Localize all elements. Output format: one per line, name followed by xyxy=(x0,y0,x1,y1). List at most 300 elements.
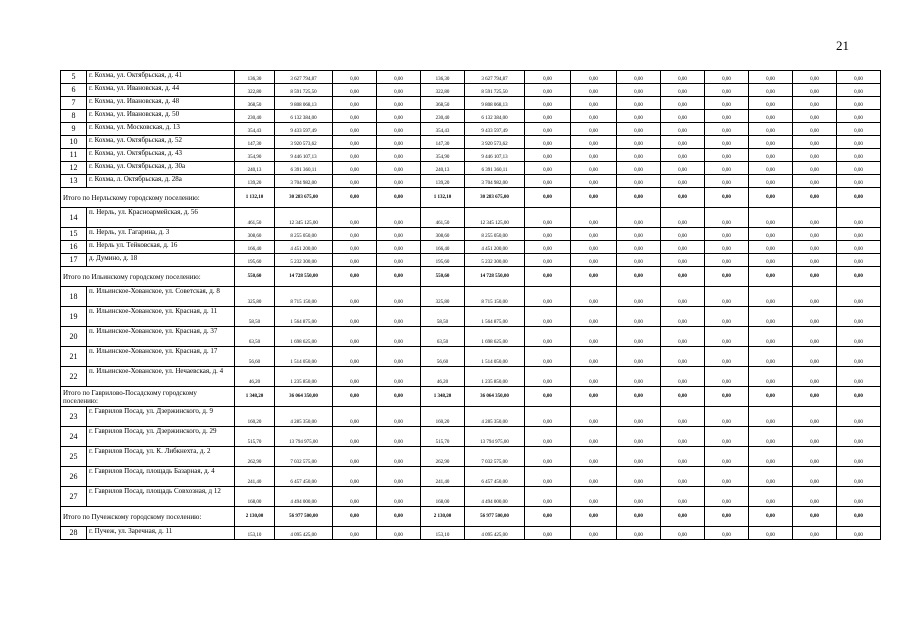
value-cell: 8 715 150,00 xyxy=(465,287,525,307)
value-cell: 0,00 xyxy=(837,407,881,427)
value-cell: 0,00 xyxy=(837,84,881,97)
total-value-cell: 0,00 xyxy=(333,387,377,407)
value-cell: 4 494 000,00 xyxy=(275,487,333,507)
value-cell: 368,50 xyxy=(235,97,275,110)
value-cell: 9 433 597,49 xyxy=(275,123,333,136)
value-cell: 8 255 050,00 xyxy=(465,228,525,241)
total-value-cell: 0,00 xyxy=(837,387,881,407)
value-cell: 0,00 xyxy=(661,407,705,427)
total-value-cell: 0,00 xyxy=(525,188,571,208)
value-cell: 0,00 xyxy=(705,527,749,540)
total-value-cell: 0,00 xyxy=(793,507,837,527)
value-cell: 0,00 xyxy=(377,487,421,507)
value-cell: 0,00 xyxy=(571,447,617,467)
value-cell: 262,90 xyxy=(235,447,275,467)
value-cell: 0,00 xyxy=(571,487,617,507)
value-cell: 325,80 xyxy=(421,287,465,307)
value-cell: 230,40 xyxy=(421,110,465,123)
value-cell: 46,20 xyxy=(235,367,275,387)
value-cell: 0,00 xyxy=(749,241,793,254)
value-cell: 0,00 xyxy=(705,407,749,427)
value-cell: 147,30 xyxy=(235,136,275,149)
value-cell: 0,00 xyxy=(617,254,661,267)
value-cell: 354,43 xyxy=(235,123,275,136)
value-cell: 0,00 xyxy=(571,208,617,228)
total-value-cell: 0,00 xyxy=(661,387,705,407)
total-row xyxy=(61,188,881,208)
value-cell: 0,00 xyxy=(661,367,705,387)
value-cell: 0,00 xyxy=(571,241,617,254)
value-cell: 9 433 597,49 xyxy=(465,123,525,136)
value-cell: 0,00 xyxy=(837,487,881,507)
value-cell: 0,00 xyxy=(571,149,617,162)
value-cell: 0,00 xyxy=(333,467,377,487)
total-value-cell: 0,00 xyxy=(333,188,377,208)
value-cell: 0,00 xyxy=(749,327,793,347)
row-number: 17 xyxy=(61,254,87,267)
value-cell: 0,00 xyxy=(525,287,571,307)
value-cell: 0,00 xyxy=(617,241,661,254)
value-cell: 0,00 xyxy=(525,84,571,97)
value-cell: 0,00 xyxy=(377,407,421,427)
value-cell: 0,00 xyxy=(377,97,421,110)
value-cell: 9 808 068,13 xyxy=(275,97,333,110)
value-cell: 1 564 875,00 xyxy=(465,307,525,327)
value-cell: 0,00 xyxy=(793,97,837,110)
table-row xyxy=(61,175,881,188)
value-cell: 63,50 xyxy=(235,327,275,347)
total-row xyxy=(61,267,881,287)
total-row xyxy=(61,507,881,527)
value-cell: 0,00 xyxy=(793,367,837,387)
value-cell: 195,60 xyxy=(235,254,275,267)
value-cell: 0,00 xyxy=(617,467,661,487)
value-cell: 0,00 xyxy=(661,97,705,110)
value-cell: 0,00 xyxy=(377,110,421,123)
value-cell: 0,00 xyxy=(749,367,793,387)
value-cell: 4 285 350,00 xyxy=(275,407,333,427)
value-cell: 0,00 xyxy=(333,427,377,447)
value-cell: 0,00 xyxy=(705,427,749,447)
address-cell: п. Нерль, ул. Гагарина, д. 3 xyxy=(87,228,235,241)
value-cell: 0,00 xyxy=(749,467,793,487)
value-cell: 12 345 125,00 xyxy=(465,208,525,228)
value-cell: 515,70 xyxy=(235,427,275,447)
value-cell: 0,00 xyxy=(571,97,617,110)
value-cell: 0,00 xyxy=(793,241,837,254)
value-cell: 0,00 xyxy=(617,427,661,447)
value-cell: 0,00 xyxy=(661,110,705,123)
value-cell: 0,00 xyxy=(571,175,617,188)
value-cell: 0,00 xyxy=(793,407,837,427)
table-row xyxy=(61,487,881,507)
table-row xyxy=(61,327,881,347)
value-cell: 0,00 xyxy=(333,447,377,467)
value-cell: 262,90 xyxy=(421,447,465,467)
value-cell: 0,00 xyxy=(749,97,793,110)
address-cell: г. Кохма, ул. Ивановская, д. 44 xyxy=(87,84,235,97)
address-cell: г. Гаврилов Посад, площадь Базарная, д. 4 xyxy=(87,467,235,487)
value-cell: 0,00 xyxy=(837,527,881,540)
value-cell: 0,00 xyxy=(525,427,571,447)
value-cell: 0,00 xyxy=(617,84,661,97)
value-cell: 0,00 xyxy=(749,123,793,136)
value-cell: 0,00 xyxy=(749,208,793,228)
value-cell: 0,00 xyxy=(525,367,571,387)
value-cell: 7 032 575,00 xyxy=(275,447,333,467)
value-cell: 0,00 xyxy=(661,347,705,367)
value-cell: 0,00 xyxy=(837,97,881,110)
value-cell: 0,00 xyxy=(333,123,377,136)
address-cell: г. Кохма, ул. Ивановская, д. 50 xyxy=(87,110,235,123)
value-cell: 12 345 125,00 xyxy=(275,208,333,228)
table-row xyxy=(61,110,881,123)
row-number: 26 xyxy=(61,467,87,487)
value-cell: 0,00 xyxy=(705,254,749,267)
row-number: 20 xyxy=(61,327,87,347)
value-cell: 0,00 xyxy=(793,487,837,507)
value-cell: 0,00 xyxy=(333,136,377,149)
value-cell: 0,00 xyxy=(749,447,793,467)
value-cell: 0,00 xyxy=(749,162,793,175)
total-value-cell: 0,00 xyxy=(617,188,661,208)
row-number: 7 xyxy=(61,97,87,110)
value-cell: 9 446 107,13 xyxy=(465,149,525,162)
total-value-cell: 1 348,20 xyxy=(235,387,275,407)
address-cell: п. Ильинское-Хованское, ул. Нечаевская, д. 4 xyxy=(87,367,235,387)
value-cell: 0,00 xyxy=(793,136,837,149)
total-value-cell: 0,00 xyxy=(571,387,617,407)
value-cell: 1 514 050,00 xyxy=(275,347,333,367)
value-cell: 0,00 xyxy=(793,175,837,188)
value-cell: 0,00 xyxy=(837,149,881,162)
value-cell: 0,00 xyxy=(705,110,749,123)
value-cell: 4 451 200,00 xyxy=(275,241,333,254)
value-cell: 0,00 xyxy=(525,149,571,162)
value-cell: 0,00 xyxy=(617,136,661,149)
value-cell: 0,00 xyxy=(661,467,705,487)
total-value-cell: 0,00 xyxy=(525,507,571,527)
value-cell: 0,00 xyxy=(661,84,705,97)
table-row xyxy=(61,241,881,254)
value-cell: 0,00 xyxy=(837,175,881,188)
value-cell: 4 451 200,00 xyxy=(465,241,525,254)
row-number: 14 xyxy=(61,208,87,228)
value-cell: 56,60 xyxy=(235,347,275,367)
value-cell: 160,20 xyxy=(235,407,275,427)
value-cell: 0,00 xyxy=(333,228,377,241)
value-cell: 0,00 xyxy=(749,136,793,149)
total-value-cell: 0,00 xyxy=(793,387,837,407)
value-cell: 3 920 573,62 xyxy=(275,136,333,149)
total-value-cell: 0,00 xyxy=(749,387,793,407)
value-cell: 0,00 xyxy=(377,307,421,327)
value-cell: 3 920 573,62 xyxy=(465,136,525,149)
table-row xyxy=(61,149,881,162)
total-value-cell: 0,00 xyxy=(377,507,421,527)
total-value-cell: 0,00 xyxy=(571,507,617,527)
value-cell: 0,00 xyxy=(793,84,837,97)
value-cell: 1 698 625,00 xyxy=(275,327,333,347)
total-value-cell: 0,00 xyxy=(617,267,661,287)
address-cell: г. Кохма, ул. Октябрьская, д. 52 xyxy=(87,136,235,149)
value-cell: 0,00 xyxy=(705,71,749,84)
table-row xyxy=(61,228,881,241)
value-cell: 0,00 xyxy=(377,228,421,241)
value-cell: 0,00 xyxy=(837,228,881,241)
value-cell: 139,20 xyxy=(421,175,465,188)
address-cell: г. Пучеж, ул. Заречная, д. 11 xyxy=(87,527,235,540)
value-cell: 3 704 982,00 xyxy=(275,175,333,188)
table-row xyxy=(61,287,881,307)
value-cell: 1 235 850,00 xyxy=(275,367,333,387)
value-cell: 0,00 xyxy=(793,254,837,267)
value-cell: 13 794 975,00 xyxy=(465,427,525,447)
value-cell: 0,00 xyxy=(749,307,793,327)
value-cell: 0,00 xyxy=(617,447,661,467)
value-cell: 0,00 xyxy=(837,327,881,347)
value-cell: 0,00 xyxy=(571,307,617,327)
value-cell: 0,00 xyxy=(661,427,705,447)
value-cell: 0,00 xyxy=(617,407,661,427)
value-cell: 0,00 xyxy=(793,307,837,327)
row-number: 11 xyxy=(61,149,87,162)
value-cell: 0,00 xyxy=(705,467,749,487)
value-cell: 0,00 xyxy=(333,254,377,267)
value-cell: 136,30 xyxy=(235,71,275,84)
value-cell: 0,00 xyxy=(377,527,421,540)
value-cell: 0,00 xyxy=(749,287,793,307)
value-cell: 0,00 xyxy=(837,208,881,228)
address-cell: г. Кохма, ул. Октябрьская, д. 30а xyxy=(87,162,235,175)
value-cell: 0,00 xyxy=(617,175,661,188)
address-cell: г. Кохма, ул. Октябрьская, д. 41 xyxy=(87,71,235,84)
total-value-cell: 14 728 550,00 xyxy=(275,267,333,287)
total-value-cell: 2 130,00 xyxy=(235,507,275,527)
value-cell: 0,00 xyxy=(705,367,749,387)
total-value-cell: 36 064 350,00 xyxy=(275,387,333,407)
table-row xyxy=(61,307,881,327)
total-value-cell: 1 348,20 xyxy=(421,387,465,407)
value-cell: 46,20 xyxy=(421,367,465,387)
value-cell: 0,00 xyxy=(749,71,793,84)
value-cell: 0,00 xyxy=(705,175,749,188)
value-cell: 0,00 xyxy=(793,110,837,123)
address-cell: п. Нерль ул. Тейковская, д. 16 xyxy=(87,241,235,254)
value-cell: 0,00 xyxy=(377,123,421,136)
total-value-cell: 56 977 500,00 xyxy=(465,507,525,527)
value-cell: 0,00 xyxy=(705,162,749,175)
value-cell: 0,00 xyxy=(571,327,617,347)
value-cell: 0,00 xyxy=(571,110,617,123)
value-cell: 6 391 360,11 xyxy=(465,162,525,175)
total-value-cell: 0,00 xyxy=(377,387,421,407)
value-cell: 0,00 xyxy=(525,71,571,84)
total-value-cell: 14 728 550,00 xyxy=(465,267,525,287)
value-cell: 0,00 xyxy=(749,427,793,447)
total-label: Итого по Нерльскому городскому поселению: xyxy=(61,188,235,208)
value-cell: 160,20 xyxy=(421,407,465,427)
value-cell: 0,00 xyxy=(333,71,377,84)
value-cell: 0,00 xyxy=(525,162,571,175)
total-value-cell: 0,00 xyxy=(837,507,881,527)
value-cell: 4 494 000,00 xyxy=(465,487,525,507)
total-value-cell: 1 132,10 xyxy=(235,188,275,208)
total-value-cell: 550,60 xyxy=(235,267,275,287)
value-cell: 0,00 xyxy=(749,487,793,507)
total-value-cell: 0,00 xyxy=(705,507,749,527)
value-cell: 1 514 050,00 xyxy=(465,347,525,367)
total-value-cell: 0,00 xyxy=(705,387,749,407)
value-cell: 136,30 xyxy=(421,71,465,84)
total-value-cell: 0,00 xyxy=(749,188,793,208)
value-cell: 0,00 xyxy=(793,71,837,84)
value-cell: 0,00 xyxy=(571,407,617,427)
value-cell: 0,00 xyxy=(705,307,749,327)
value-cell: 0,00 xyxy=(837,136,881,149)
value-cell: 0,00 xyxy=(525,487,571,507)
value-cell: 168,00 xyxy=(235,487,275,507)
value-cell: 0,00 xyxy=(377,149,421,162)
value-cell: 0,00 xyxy=(705,136,749,149)
value-cell: 0,00 xyxy=(333,327,377,347)
row-number: 21 xyxy=(61,347,87,367)
value-cell: 0,00 xyxy=(333,287,377,307)
total-value-cell: 0,00 xyxy=(525,387,571,407)
value-cell: 0,00 xyxy=(837,427,881,447)
value-cell: 0,00 xyxy=(749,149,793,162)
value-cell: 0,00 xyxy=(571,347,617,367)
value-cell: 0,00 xyxy=(837,254,881,267)
row-number: 10 xyxy=(61,136,87,149)
table-row xyxy=(61,527,881,540)
value-cell: 0,00 xyxy=(705,228,749,241)
table-row xyxy=(61,84,881,97)
value-cell: 0,00 xyxy=(749,527,793,540)
value-cell: 0,00 xyxy=(377,327,421,347)
value-cell: 0,00 xyxy=(377,71,421,84)
value-cell: 0,00 xyxy=(377,175,421,188)
row-number: 15 xyxy=(61,228,87,241)
value-cell: 168,00 xyxy=(421,487,465,507)
value-cell: 56,60 xyxy=(421,347,465,367)
value-cell: 241,40 xyxy=(421,467,465,487)
row-number: 22 xyxy=(61,367,87,387)
value-cell: 0,00 xyxy=(749,84,793,97)
value-cell: 308,60 xyxy=(235,228,275,241)
value-cell: 1 235 850,00 xyxy=(465,367,525,387)
value-cell: 63,50 xyxy=(421,327,465,347)
value-cell: 0,00 xyxy=(661,162,705,175)
value-cell: 0,00 xyxy=(377,447,421,467)
value-cell: 0,00 xyxy=(377,84,421,97)
value-cell: 0,00 xyxy=(525,327,571,347)
value-cell: 0,00 xyxy=(749,347,793,367)
total-value-cell: 30 283 675,00 xyxy=(275,188,333,208)
value-cell: 147,30 xyxy=(421,136,465,149)
value-cell: 0,00 xyxy=(793,208,837,228)
total-value-cell: 0,00 xyxy=(705,188,749,208)
value-cell: 6 391 360,11 xyxy=(275,162,333,175)
value-cell: 6 132 384,00 xyxy=(465,110,525,123)
row-number: 23 xyxy=(61,407,87,427)
value-cell: 0,00 xyxy=(333,527,377,540)
value-cell: 461,50 xyxy=(421,208,465,228)
address-cell: д. Думино, д. 18 xyxy=(87,254,235,267)
value-cell: 0,00 xyxy=(705,84,749,97)
value-cell: 0,00 xyxy=(749,228,793,241)
value-cell: 461,50 xyxy=(235,208,275,228)
value-cell: 6 132 384,00 xyxy=(275,110,333,123)
value-cell: 0,00 xyxy=(571,427,617,447)
value-cell: 241,40 xyxy=(235,467,275,487)
table-row xyxy=(61,467,881,487)
value-cell: 0,00 xyxy=(377,347,421,367)
value-cell: 0,00 xyxy=(705,327,749,347)
value-cell: 0,00 xyxy=(661,241,705,254)
table-row xyxy=(61,123,881,136)
value-cell: 0,00 xyxy=(571,287,617,307)
value-cell: 6 457 450,00 xyxy=(275,467,333,487)
value-cell: 0,00 xyxy=(617,97,661,110)
value-cell: 368,50 xyxy=(421,97,465,110)
value-cell: 0,00 xyxy=(837,71,881,84)
value-cell: 4 285 350,00 xyxy=(465,407,525,427)
value-cell: 0,00 xyxy=(333,84,377,97)
row-number: 16 xyxy=(61,241,87,254)
value-cell: 195,60 xyxy=(421,254,465,267)
value-cell: 0,00 xyxy=(525,97,571,110)
housing-table xyxy=(60,70,881,540)
value-cell: 0,00 xyxy=(377,254,421,267)
value-cell: 0,00 xyxy=(793,427,837,447)
value-cell: 0,00 xyxy=(617,347,661,367)
value-cell: 0,00 xyxy=(837,241,881,254)
total-label: Итого по Гаврилово-Посадскому городскому поселению: xyxy=(61,387,235,407)
address-cell: п. Нерль, ул. Красноармейская, д. 56 xyxy=(87,208,235,228)
value-cell: 0,00 xyxy=(793,287,837,307)
value-cell: 0,00 xyxy=(617,162,661,175)
table-row xyxy=(61,97,881,110)
value-cell: 0,00 xyxy=(333,149,377,162)
value-cell: 0,00 xyxy=(525,110,571,123)
total-value-cell: 0,00 xyxy=(377,267,421,287)
value-cell: 0,00 xyxy=(525,307,571,327)
value-cell: 0,00 xyxy=(617,327,661,347)
value-cell: 0,00 xyxy=(333,487,377,507)
value-cell: 5 232 300,00 xyxy=(275,254,333,267)
value-cell: 0,00 xyxy=(617,527,661,540)
value-cell: 0,00 xyxy=(661,149,705,162)
value-cell: 0,00 xyxy=(617,307,661,327)
value-cell: 0,00 xyxy=(617,110,661,123)
value-cell: 0,00 xyxy=(617,287,661,307)
total-row xyxy=(61,387,881,407)
table-row xyxy=(61,136,881,149)
value-cell: 8 255 050,00 xyxy=(275,228,333,241)
total-value-cell: 1 132,10 xyxy=(421,188,465,208)
value-cell: 0,00 xyxy=(705,447,749,467)
row-number: 13 xyxy=(61,175,87,188)
value-cell: 0,00 xyxy=(749,110,793,123)
value-cell: 354,90 xyxy=(421,149,465,162)
value-cell: 0,00 xyxy=(333,367,377,387)
value-cell: 9 446 107,13 xyxy=(275,149,333,162)
table-row xyxy=(61,347,881,367)
value-cell: 0,00 xyxy=(525,447,571,467)
total-value-cell: 0,00 xyxy=(661,188,705,208)
value-cell: 13 794 975,00 xyxy=(275,427,333,447)
